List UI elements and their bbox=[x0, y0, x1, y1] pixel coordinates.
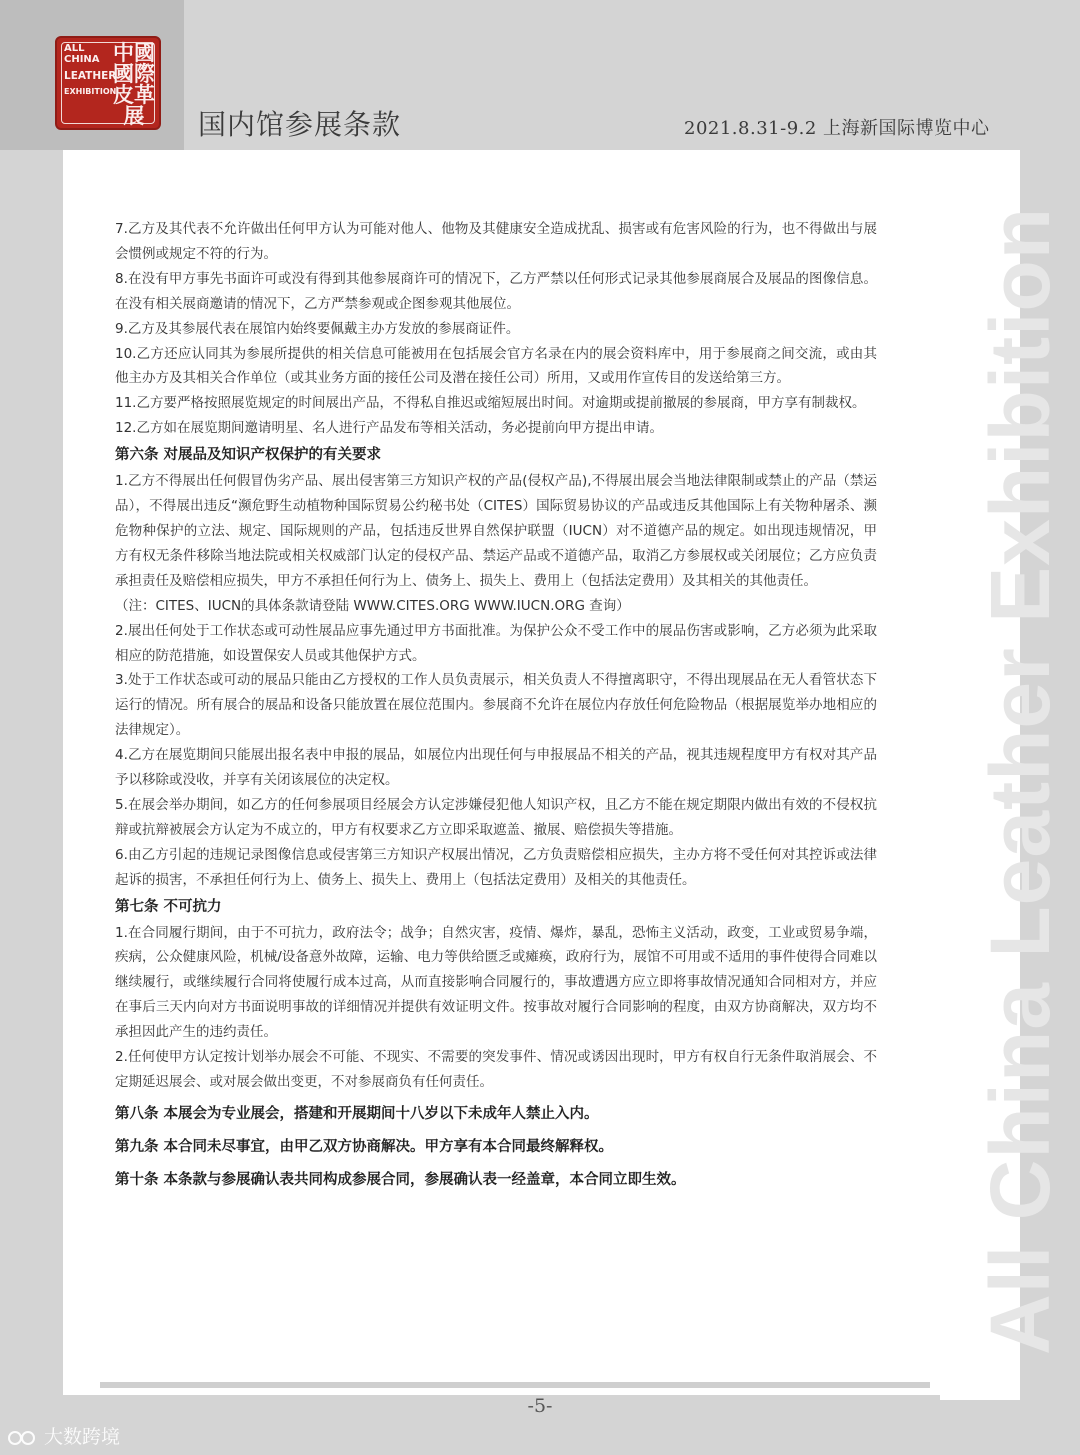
section-6-title: 第六条 对展品及知识产权保护的有关要求 bbox=[115, 447, 382, 464]
side-vertical-text: All China Leather Exhibition bbox=[973, 206, 1067, 1355]
section-6-note: （注：CITES、IUCN的具体条款请登陆 WWW.CITES.ORG WWW.IUCN.ORG 查询） bbox=[115, 597, 630, 614]
terms-body bbox=[115, 217, 877, 1194]
clause-8: 8.在没有甲方事先书面许可或没有得到其他参展商许可的情况下，乙方严禁以任何形式记录其他参展商展合及展品的图像信息。在没有相关展商邀请的情况下，乙方严禁参观或企图参观其他展位。 bbox=[115, 270, 877, 312]
watermark-text: 大数跨境 bbox=[44, 1426, 121, 1448]
clause-12: 12.乙方如在展览期间邀请明星、名人进行产品发布等相关活动，务必提前向甲方提出申请。 bbox=[115, 420, 663, 437]
page-number: -5- bbox=[527, 1395, 553, 1417]
section-7-item-2: 2.任何使甲方认定按计划举办展会不可能、不现实、不需要的突发事件、情况或诱因出现时，甲方有权自行无条件取消展会、不定期延迟展会、或对展会做出变更，不对参展商负有任何责任。 bbox=[115, 1049, 877, 1090]
watermark bbox=[6, 1422, 120, 1449]
page-title: 国内馆参展条款 bbox=[198, 108, 402, 141]
side-decoration bbox=[940, 150, 1067, 1400]
clause-9: 9.乙方及其参展代表在展馆内始终要佩戴主办方发放的参展商证件。 bbox=[115, 320, 520, 337]
watermark-logo-icon bbox=[6, 1428, 40, 1448]
section-6-item-6: 6.由乙方引起的违规记录图像信息或侵害第三方知识产权展出情况，乙方负责赔偿相应损失，主办方将不受任何对其控诉或法律起诉的损害，不承担任何行为上、债务上、损失上、费用上（包括法定费用）及相关的其他责任。 bbox=[115, 846, 877, 888]
section-6-item-4: 4.乙方在展览期间只能展出报名表中申报的展品，如展位内出现任何与申报展品不相关的产品，视其违规程度甲方有权对其产品予以移除或没收，并享有关闭该展位的决定权。 bbox=[115, 747, 877, 789]
section-6-item-5: 5.在展会举办期间，如乙方的任何参展项目经展会方认定涉嫌侵犯他人知识产权，且乙方不能在规定期限内做出有效的不侵权抗辩或抗辩被展会方认定为不成立的，甲方有权要求乙方立即采取遮盖、撤展、赔偿损失等措施。 bbox=[115, 796, 877, 838]
clause-10: 10.乙方还应认同其为参展所提供的相关信息可能被用在包括展会官方名录在内的展会资料库中，用于参展商之间交流，或由其他主办方及其相关合作单位（或其业务方面的接任公司及潜在接任公司）所用，又或用作宣传目的发送给第三方。 bbox=[115, 345, 877, 387]
section-9: 第九条 本合同未尽事宜，由甲乙双方协商解决。甲方享有本合同最终解释权。 bbox=[115, 1138, 614, 1155]
section-6-item-2: 2.展出任何处于工作状态或可动性展品应事先通过甲方书面批准。为保护公众不受工作中的展品伤害或影响，乙方必须为此采取相应的防范措施，如设置保安人员或其他保护方式。 bbox=[115, 622, 877, 664]
bottom-divider bbox=[100, 1382, 930, 1388]
exhibition-seal-logo: ALL CHINA LEATHER EXHIBITION 中國 國際 皮革 展 bbox=[55, 36, 161, 130]
section-6-item-1: 1.乙方不得展出任何假冒伪劣产品、展出侵害第三方知识产权的产品(侵权产品),不得展出展会当地法律限制或禁止的产品（禁运品），不得展出违反“濒危野生动植物种国际贸易公约秘书处（CITES）国际贸易协议的产品或违反其他国际上有关物种屠杀、濒危物种保护的立法、规定、国际规则的产品，包括违反世界自然保护联盟（IUCN）对不道德产品的规定。如出现违规情况，甲方有权无条件移除当地法院或相关权威部门认定的侵权产品、禁运产品或不道德产品，取消乙方参展权或关闭展位；乙方应负责承担责任及赔偿相应损失，甲方不承担任何行为上、债务上、损失上、费用上（包括法定费用）及其相关的其他责任。 bbox=[115, 473, 877, 589]
header-date-venue: 2021.8.31-9.2 上海新国际博览中心 bbox=[684, 118, 990, 139]
section-10: 第十条 本条款与参展确认表共同构成参展合同，参展确认表一经盖章，本合同立即生效。 bbox=[115, 1171, 686, 1188]
clause-11: 11.乙方要严格按照展览规定的时间展出产品，不得私自推迟或缩短展出时间。对逾期或提前撤展的参展商，甲方享有制裁权。 bbox=[115, 395, 866, 412]
logo-block bbox=[0, 0, 184, 150]
section-7-title: 第七条 不可抗力 bbox=[115, 898, 222, 915]
section-8: 第八条 本展会为专业展会，搭建和开展期间十八岁以下未成年人禁止入内。 bbox=[115, 1105, 599, 1122]
section-6-item-3: 3.处于工作状态或可动的展品只能由乙方授权的工作人员负责展示，相关负责人不得擅离职守，不得出现展品在无人看管状态下运行的情况。所有展合的展品和设备只能放置在展位范围内。参展商不允许在展位内存放任何危险物品（根据展览举办地相应的法律规定）。 bbox=[115, 672, 877, 739]
section-7-item-1: 1.在合同履行期间，由于不可抗力，政府法令；战争；自然灾害，疫情、爆炸，暴乱，恐怖主义活动，政变，工业或贸易争端，疾病，公众健康风险，机械/设备意外故障，运输、电力等供给匮乏或瘫痪，政府行为，展馆不可用或不适用的事件使得合同难以继续履行，或继续履行合同将使履行成本过高，从而直接影响合同履行的，事故遭遇方应立即将事故情况通知合同相对方，并应在事后三天内向对方书面说明事故的详细情况并提供有效证明文件。按事故对履行合同影响的程度，由双方协商解决，双方均不承担因此产生的违约责任。 bbox=[115, 924, 877, 1041]
clause-7: 7.乙方及其代表不允许做出任何甲方认为可能对他人、他物及其健康安全造成扰乱、损害或有危害风险的行为，也不得做出与展会惯例或规定不符的行为。 bbox=[115, 221, 877, 262]
